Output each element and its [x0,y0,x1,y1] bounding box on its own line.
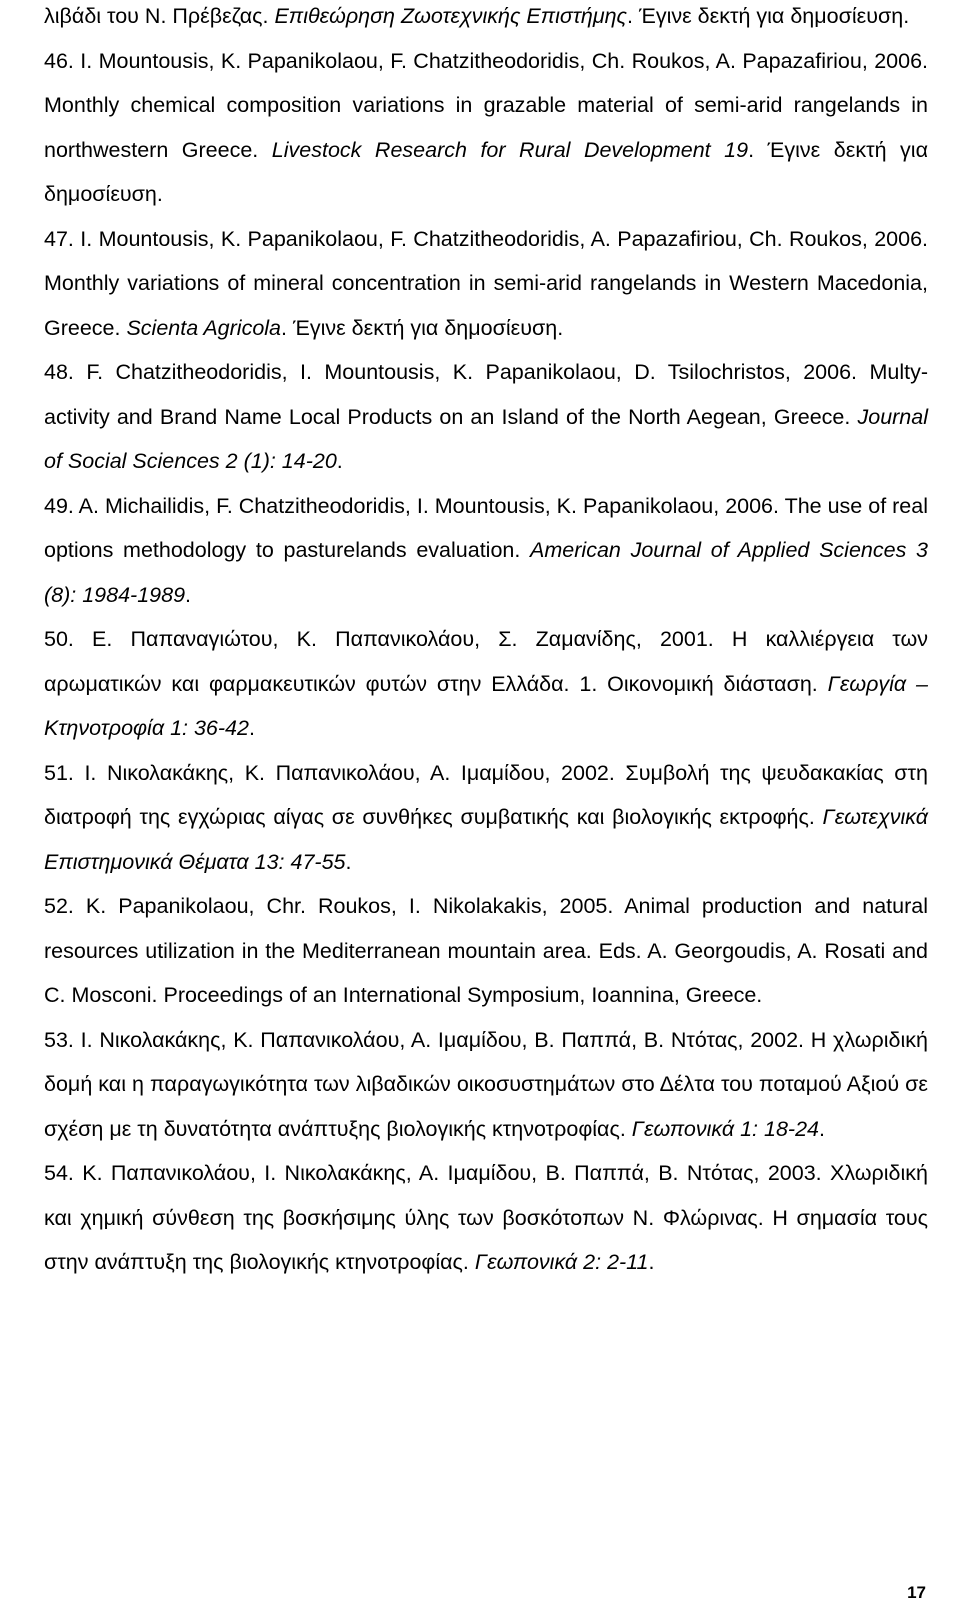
reference-item-53 [44,1018,928,1152]
reference-tail: . [818,1116,825,1141]
page-number: 17 [907,1583,926,1602]
reference-text: I. Mountousis, K. Papanikolaou, F. Chatzitheodoridis, Ch. Roukos, A. Papazafiriou, 2006. Monthly chemical composition variations in grazable material of semi-arid rangelands in northwestern Greece. [44,48,928,162]
reference-tail: . [248,716,255,740]
reference-item-48 [44,350,928,484]
reference-item-52 [44,884,928,1018]
reference-item-50 [44,617,928,751]
reference-number: 47. [44,226,74,251]
reference-list [44,0,928,1285]
reference-number: 49. [44,493,74,518]
reference-tail: . [336,449,343,473]
reference-text: Ε. Παπαναγιώτου, Κ. Παπανικολάου, Σ. Ζαμανίδης, 2001. Η καλλιέργεια των αρωματικών και φαρμακευτικών φυτών στην Ελλάδα. 1. Οικονομική διάσταση. [44,627,928,696]
reference-number: 52. [44,894,74,918]
reference-tail: . [345,849,352,874]
reference-journal: Επιθεώρηση Ζωοτεχνικής Επιστήμης [274,4,628,28]
reference-journal: Journal of Social Sciences 2 (1): 14-20 [44,404,928,473]
reference-text: F. Chatzitheodoridis, I. Mountousis, K. Papanikolaou, D. Tsilochristos, 2006. Multy-activity and Brand Name Local Products on an Island of the North Aegean, Greece. [44,360,928,429]
reference-item-51 [44,751,928,885]
reference-continuation [44,0,928,39]
reference-item-47 [44,217,928,351]
reference-journal: Γεωργία – Κτηνοτροφία 1: 36-42 [44,671,928,740]
reference-item-46 [44,39,928,217]
reference-journal: Scienta Agricola [126,315,282,340]
reference-journal: Γεωτεχνικά Επιστημονικά Θέματα 13: 47-55 [44,805,928,874]
reference-item-54 [44,1151,928,1285]
reference-tail: . [185,582,192,607]
reference-number: 53. [44,1027,74,1052]
reference-text: I. Mountousis, K. Papanikolaou, F. Chatzitheodoridis, A. Papazafiriou, Ch. Roukos, 2006. Monthly variations of mineral concentration in semi-arid rangelands in Western Macedonia, Greece. [44,226,928,340]
reference-text: Κ. Παπανικολάου, Ι. Νικολακάκης, Α. Ιμαμίδου, Β. Παππά, Β. Ντότας, 2003. Χλωριδική και χημική σύνθεση της βοσκήσιμης ύλης των βοσκότοπων Ν. Φλώρινας. Η σημασία τους στην ανάπτυξη της βιολογικής κτηνοτροφίας. [44,1161,928,1274]
reference-tail: . Έγινε δεκτή για δημοσίευση. [44,137,928,206]
reference-item-49 [44,484,928,618]
reference-text: K. Papanikolaou, Chr. Roukos, I. Nikolakakis, 2005. Animal production and natural resources utilization in the Mediterranean mountain area. Eds. A. Georgoudis, A. Rosati and C. Mosconi. Proceedings of an International Symposium, Ioannina, Greece. [44,894,928,1007]
reference-number: 54. [44,1161,74,1185]
reference-number: 48. [44,360,74,384]
reference-number: 46. [44,48,74,73]
reference-tail: . Έγινε δεκτή για δημοσίευση. [281,315,564,340]
reference-text: λιβάδι του Ν. Πρέβεζας. [44,4,275,28]
reference-journal: Γεωπονικά 1: 18-24 [631,1116,819,1141]
reference-text: A. Michailidis, F. Chatzitheodoridis, I. Mountousis, K. Papanikolaou, 2006. The use of real options methodology to pasturelands evaluation. [44,493,928,562]
reference-tail: . Έγινε δεκτή για δημοσίευση. [627,4,910,28]
reference-journal: Γεωπονικά 2: 2-11 [474,1250,649,1274]
reference-text: Ι. Νικολακάκης, Κ. Παπανικολάου, Α. Ιμαμίδου, 2002. Συμβολή της ψευδακακίας στη διατροφή της εγχώριας αίγας σε συνθήκες συμβατικής και βιολογικής εκτροφής. [44,760,928,829]
reference-journal: American Journal of Applied Sciences 3 (8): 1984-1989 [44,538,928,607]
reference-number: 50. [44,627,74,651]
reference-journal: Livestock Research for Rural Development 19 [271,137,749,162]
reference-number: 51. [44,760,74,785]
reference-text: Ι. Νικολακάκης, Κ. Παπανικολάου, Α. Ιμαμίδου, Β. Παππά, Β. Ντότας, 2002. Η χλωριδική δομή και η παραγωγικότητα των λιβαδικών οικοσυστημάτων στο Δέλτα του ποταμού Αξιού σε σχέση με τη δυνατότητα ανάπτυξης βιολογικής κτηνοτροφίας. [44,1027,928,1141]
reference-tail: . [648,1250,655,1274]
